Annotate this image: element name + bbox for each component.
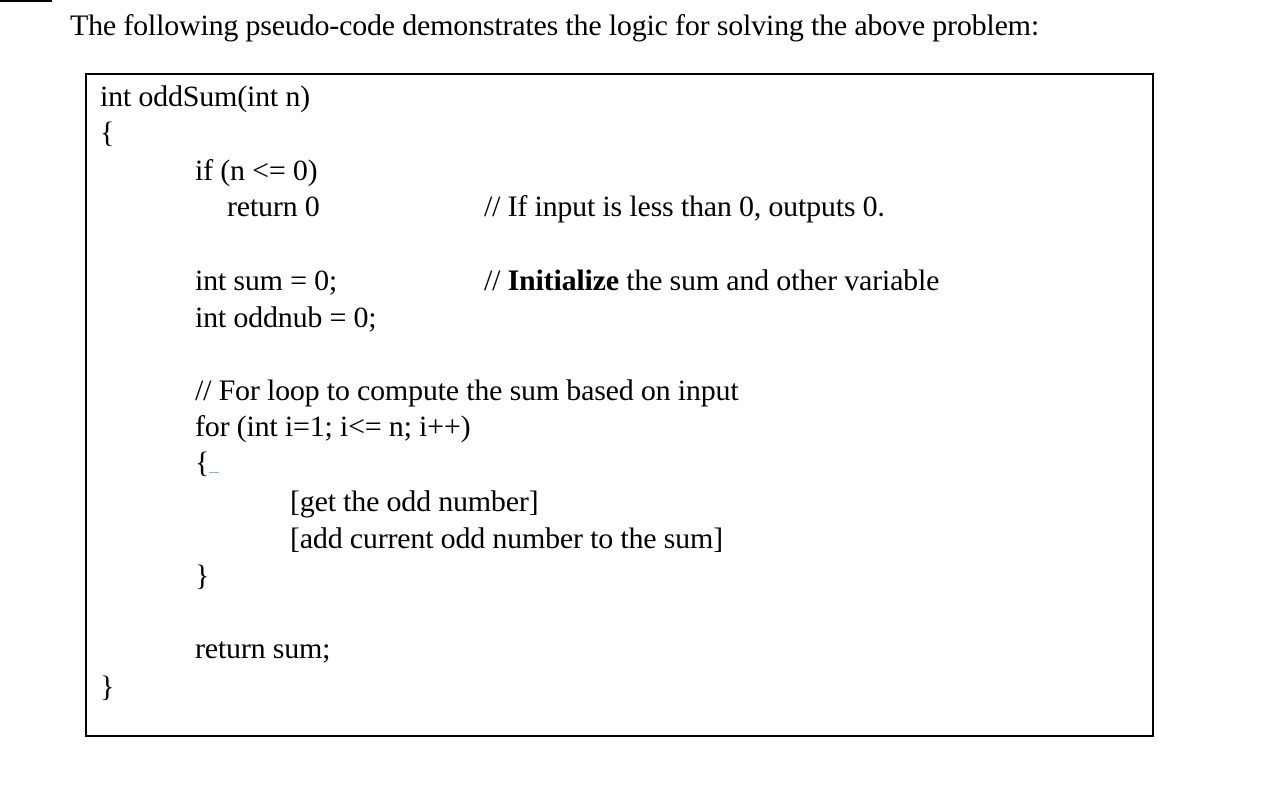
intro-text: The following pseudo-code demonstrates the logic for solving the above problem: — [70, 9, 1039, 42]
comment-initialize-prefix: // — [484, 264, 508, 297]
comment-initialize-bold: Initialize — [507, 264, 619, 297]
function-open-brace: { — [100, 116, 115, 149]
sum-declaration-line: int sum = 0; — [195, 264, 338, 297]
comment-for-loop: // For loop to compute the sum based on input — [195, 374, 739, 407]
pseudo-code-box — [85, 73, 1154, 737]
oddnub-declaration-line: int oddnub = 0; — [195, 301, 377, 334]
for-close-brace: } — [195, 559, 210, 592]
for-open-brace-line — [195, 445, 219, 481]
for-open-brace: { — [195, 446, 210, 479]
comment-if-input: // If input is less than 0, outputs 0. — [484, 190, 885, 223]
function-signature: int oddSum(int n) — [100, 80, 310, 113]
text-cursor-mark — [209, 472, 219, 473]
step-get-odd-number: [get the odd number] — [290, 485, 539, 518]
return-sum-line: return sum; — [195, 632, 331, 665]
comment-initialize-rest: the sum and other variable — [618, 264, 940, 297]
for-loop-line: for (int i=1; i<= n; i++) — [195, 410, 471, 443]
top-divider-line — [0, 0, 52, 2]
step-add-odd-number: [add current odd number to the sum] — [290, 522, 723, 555]
function-close-brace: } — [100, 670, 115, 703]
return-zero-line: return 0 — [227, 190, 320, 223]
comment-initialize — [484, 263, 939, 299]
if-condition-line: if (n <= 0) — [195, 154, 318, 187]
